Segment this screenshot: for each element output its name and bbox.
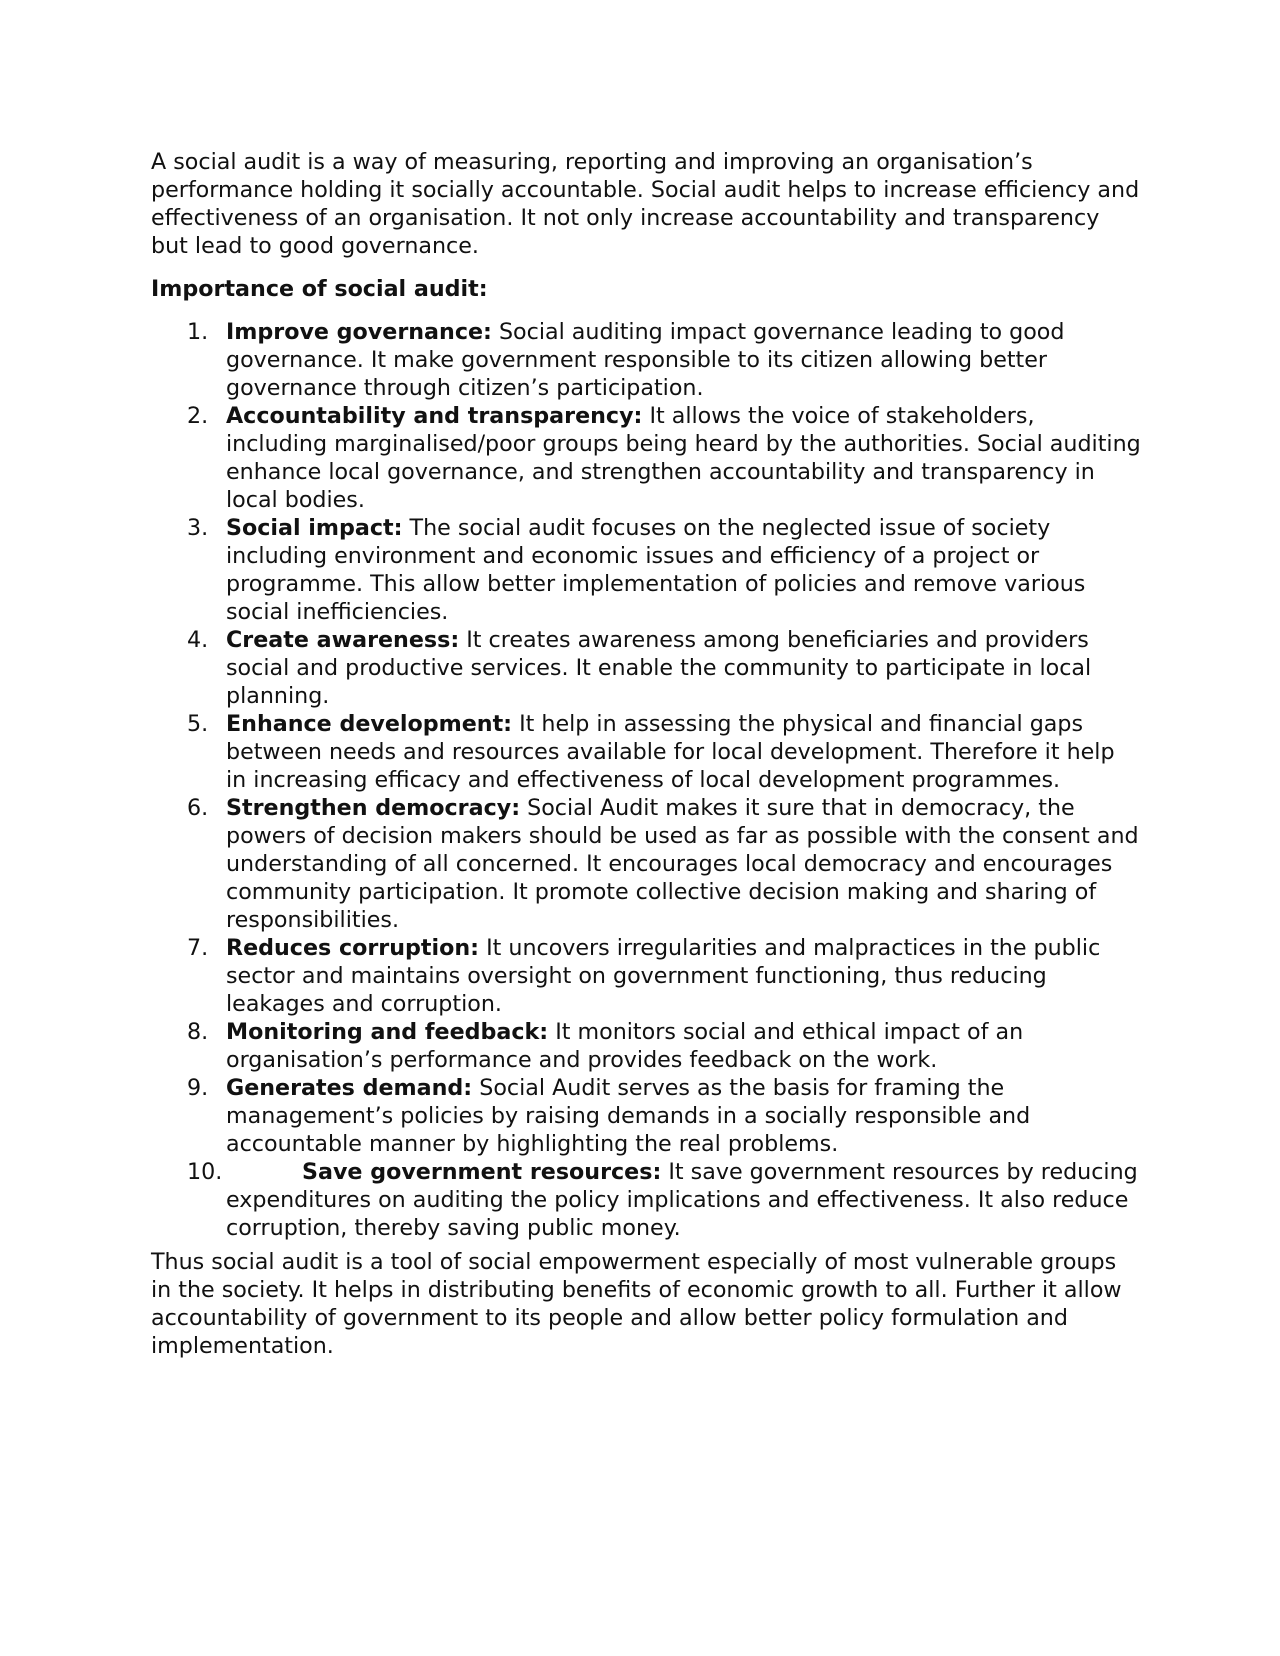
list-item	[151, 794, 1141, 934]
list-item-text: The social audit focuses on the neglected issue of society including environment and economic issues and efficiency of a project or programme. This allow better implementation of policies and remove various social inefficiencies.	[226, 515, 1086, 625]
list-item-lead	[302, 1158, 661, 1186]
list-item	[151, 710, 1141, 794]
list-item	[151, 402, 1141, 514]
list-item-text: It help in assessing the physical and financial gaps between needs and resources available for local development. Therefore it help in increasing efficacy and effectiveness of local development programmes.	[226, 711, 1115, 793]
list-item-label: Monitoring and feedback:	[226, 1019, 549, 1045]
list-item-label: Strengthen democracy:	[226, 795, 521, 821]
list-item-text: It allows the voice of stakeholders, including marginalised/poor groups being heard by the authorities. Social auditing enhance local governance, and strengthen accountability and transparency in local bodies.	[226, 403, 1141, 513]
list-item-label: Accountability and transparency:	[226, 403, 643, 429]
closing-paragraph: Thus social audit is a tool of social empowerment especially of most vulnerable groups in the society. It helps in distributing benefits of economic growth to all. Further it allow accountability of government to its people and allow better policy formulation and implementation.	[151, 1249, 1122, 1359]
list-item-text: Social Audit makes it sure that in democracy, the powers of decision makers should be used as far as possible with the consent and understanding of all concerned. It encourages local democracy and encourages community participation. It promote collective decision making and sharing of responsibilities.	[226, 795, 1139, 933]
list-item-text: Social auditing impact governance leading to good governance. It make government responsible to its citizen allowing better governance through citizen’s participation.	[226, 319, 1065, 401]
list-item-number: 1.	[187, 319, 209, 345]
list-item-number: 10.	[187, 1159, 223, 1185]
list-item-number: 5.	[187, 711, 209, 737]
list-item-label: Create awareness:	[226, 627, 460, 653]
intro-paragraph: A social audit is a way of measuring, reporting and improving an organisation’s performance holding it socially accountable. Social audit helps to increase efficiency and effectiveness of an organisation. It not only increase accountability and transparency but lead to good governance.	[151, 149, 1140, 259]
list-item-label: Save government resources:	[302, 1159, 662, 1185]
list-item-text: It monitors social and ethical impact of an organisation’s performance and provides feedback on the work.	[226, 1019, 1024, 1073]
section-heading: Importance of social audit:	[151, 276, 488, 302]
list-item-number: 4.	[187, 627, 209, 653]
list-item-number: 9.	[187, 1075, 209, 1101]
list-item-text: Social Audit serves as the basis for framing the management’s policies by raising demands in a socially responsible and accountable manner by highlighting the real problems.	[226, 1075, 1031, 1157]
list-item-text: It uncovers irregularities and malpractices in the public sector and maintains oversight on government functioning, thus reducing leakages and corruption.	[226, 935, 1101, 1017]
list-item-label: Reduces corruption:	[226, 935, 480, 961]
list-item-number: 8.	[187, 1019, 209, 1045]
list-item-text: It save government resources by reducing expenditures on auditing the policy implications and effectiveness. It also reduce corruption, thereby saving public money.	[226, 1159, 1138, 1241]
list-item-number: 6.	[187, 795, 209, 821]
list-item-number: 3.	[187, 515, 209, 541]
list-item	[151, 1074, 1141, 1158]
list-item-label: Improve governance:	[226, 319, 492, 345]
list-item	[151, 1018, 1141, 1074]
list-item	[151, 318, 1141, 402]
list-item-label: Social impact:	[226, 515, 403, 541]
list-item-text: It creates awareness among beneficiaries and providers social and productive services. It enable the community to participate in local planning.	[226, 627, 1092, 709]
list-item-number: 7.	[187, 935, 209, 961]
list-item	[151, 626, 1141, 710]
list-item-label: Enhance development:	[226, 711, 513, 737]
list-item-label: Generates demand:	[226, 1075, 473, 1101]
list-item-number: 2.	[187, 403, 209, 429]
list-item	[151, 514, 1141, 626]
list-item	[151, 1158, 1141, 1242]
list-item	[151, 934, 1141, 1018]
document-page	[151, 148, 1141, 1360]
importance-list	[151, 318, 1141, 1242]
